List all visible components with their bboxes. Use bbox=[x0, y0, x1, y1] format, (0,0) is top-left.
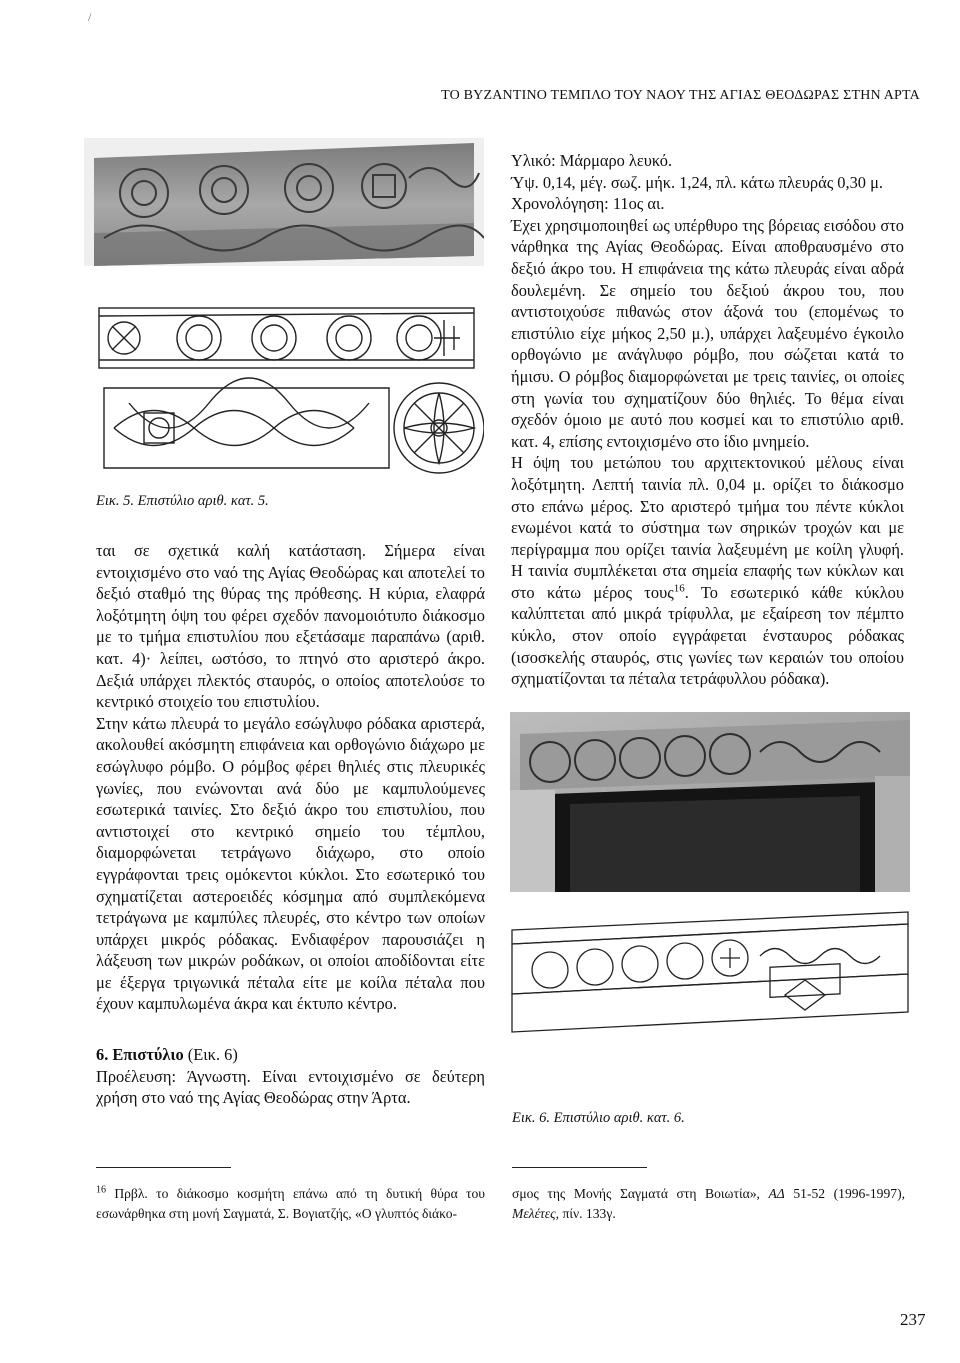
right-line-date: Χρονολόγηση: 11ος αι. bbox=[511, 194, 665, 214]
footnote-16-right bbox=[512, 1184, 905, 1224]
footnote-16-right-before: σμος της Μονής Σαγματά στη Βοιωτία», bbox=[512, 1186, 769, 1201]
right-paragraph-b-before: Η όψη του μετώπου του αρχιτεκτονικού μέλους είναι λοξότμητη. Λεπτή ταινία πλ. 0,04 μ. ορίζει το διάκοσμο στο επάνω μέρος. Στο αριστερό τμήμα του πέντε κύκλοι ενωμένοι κατά το σύστημα των σηρικών τροχών και με περίγραμμα που ορίζει ταινία λαξευμένη με κοίλη γλυφή. Η ταινία συμπλέκεται στα σημεία επαφής των κύκλων και στο κάτω μέρος τους bbox=[511, 453, 904, 602]
footnote-16-left bbox=[96, 1184, 485, 1224]
footnote-16-left-text: Πρβλ. το διάκοσμο κοσμήτη επάνω από τη δυτική θύρα του εσωνάρθηκα στη μονή Σαγματά, Σ. Βογιατζής, «Ο γλυπτός διάκο- bbox=[96, 1186, 486, 1221]
footnote-ref-16[interactable]: 16 bbox=[673, 582, 685, 595]
corner-mark: / bbox=[88, 10, 92, 24]
entry-6-heading-rest: (Εικ. 6) bbox=[183, 1045, 238, 1064]
right-column bbox=[511, 150, 904, 690]
footnote-rule-right bbox=[512, 1167, 647, 1168]
footnote-journal-section: Μελέτες bbox=[512, 1206, 556, 1221]
entry-6-heading bbox=[96, 1044, 485, 1066]
left-paragraph-2: Στην κάτω πλευρά το μεγάλο εσώγλυφο ρόδακα αριστερά, ακολουθεί ακόσμητη επιφάνεια και ορθογώνιο διάχωρο με εσώγλυφο ρόμβο. Ο ρόμβος φέρει θηλιές στις πλευρικές γωνίες, που ενώνονται ανά δύο με καμπυλούμενες εσωτερικά ταινίες. Στο δεξιό άκρο του επιστυλίου, που αντιστοιχεί στο κεντρικό σημείο του τέμπλου, διαμορφώνεται τετράγωνο διάχωρο, στο οποίο εγγράφονται τρεις ομόκεντοι κύκλοι. Στο εσωτερικό του σχηματίζεται αστεροειδές κόσμημα από συμπλεκόμενα τετράγωνα με καμπύλες πλευρές, στο κέντρο των οποίων υπάρχει μικρός ρόδακας. Ενδιαφέρον παρουσιάζει η λάξευση των μικρών ροδάκων, οι οποίοι αποδίδονται είτε με έξεργα τριγωνικά πέταλα είτε με κοίλα πέταλα που έχουν καμπυλωμένα άκρα και έκτυπο κέντρο. bbox=[96, 713, 485, 1014]
figure-5-caption: Εικ. 5. Επιστύλιο αριθ. κατ. 5. bbox=[96, 493, 269, 509]
left-column bbox=[96, 540, 485, 1015]
footnote-16-right-mid: 51-52 (1996-1997), bbox=[784, 1186, 905, 1201]
right-paragraph-a: Έχει χρησιμοποιηθεί ως υπέρθυρο της βόρειας εισόδου στο νάρθηκα της Αγίας Θεοδώρας. Είναι αποθραυσμένο στο δεξιό άκρο του. Η επιφάνεια της κάτω πλευράς είναι αδρά δουλεμένη. Σε σημείο του δεξιού άκρου του, που αντιστοιχούσε πιθανώς στον άξονά του (επομένως το επιστύλιο είχε μήκος 2,50 μ.), υπάρχει λαξευμένο έγκοιλο ορθογώνιο με ανάγλυφο ρόμβο, που σώζεται κατά το ήμισυ. Ο ρόμβος διαμορφώνεται με τρεις ταινίες, οι οποίες στη γωνία του σχηματίζουν δύο θηλιές. Το θέμα είναι σχεδόν όμοιο με αυτό που κοσμεί και το επιστύλιο αριθ. κατ. 4, επίσης εντοιχισμένο στο ίδιο μνημείο. bbox=[511, 215, 904, 451]
footnote-rule-left bbox=[96, 1167, 231, 1168]
page-number: 237 bbox=[900, 1310, 926, 1329]
figure-6-caption: Εικ. 6. Επιστύλιο αριθ. κατ. 6. bbox=[512, 1110, 685, 1126]
footnote-journal-abbrev: ΑΔ bbox=[768, 1186, 785, 1201]
figure-5-illustration bbox=[84, 138, 484, 488]
left-paragraph-1: ται σε σχετικά καλή κατάσταση. Σήμερα είναι εντοιχισμένο στο ναό της Αγίας Θεοδώρας και αποτελεί το δεξιό σταθμό της θύρας της πρόθεσης. Η κύρια, ελαφρά λοξότμητη όψη του φέρει σχεδόν πανομοιότυπο διάκοσμο με το τμήμα επιστυλίου που εξετάσαμε παραπάνω (αριθ. κατ. 4)· λείπει, ωστόσο, το πτηνό στο αριστερό άκρο. Δεξιά υπάρχει πλεκτός σταυρός, ο οποίος αποτελούσε το κεντρικό στοιχείο του επιστυλίου. bbox=[96, 541, 485, 712]
right-paragraph-b-after: . Το εσωτερικό κάθε κύκλου καλύπτεται από μικρά τρίφυλλα, με εξαίρεση τον πέμπτο κύκλο, στον οποίο εγγράφεται ένσταυρος ρόδακας (ισοσκελής σταυρός, στις γωνίες των κεραιών του οποίου σχηματίζονται τα πέταλα τετράφυλλου ρόδακα). bbox=[511, 582, 904, 689]
figure-6-illustration bbox=[510, 712, 910, 1090]
figure-6 bbox=[510, 712, 910, 1090]
running-head: ΤΟ ΒΥΖΑΝΤΙΝΟ ΤΕΜΠΛΟ ΤΟΥ ΝΑΟΥ ΤΗΣ ΑΓΙΑΣ ΘΕΟΔΩΡΑΣ ΣΤΗΝ ΑΡΤΑ bbox=[441, 88, 920, 103]
entry-6 bbox=[96, 1044, 485, 1109]
right-paragraph-b bbox=[511, 452, 904, 690]
right-line-dimensions: Ύψ. 0,14, μέγ. σωζ. μήκ. 1,24, πλ. κάτω πλευράς 0,30 μ. bbox=[511, 172, 883, 192]
entry-6-text: Προέλευση: Άγνωστη. Είναι εντοιχισμένο σε δεύτερη χρήση στο ναό της Αγίας Θεοδώρας στην Άρτα. bbox=[96, 1066, 485, 1108]
footnote-number: 16 bbox=[96, 1184, 106, 1196]
figure-5 bbox=[84, 138, 484, 488]
entry-6-heading-bold: 6. Επιστύλιο bbox=[96, 1045, 184, 1064]
right-line-material: Υλικό: Μάρμαρο λευκό. bbox=[511, 151, 673, 170]
footnote-16-right-after: , πίν. 133γ. bbox=[555, 1206, 616, 1221]
